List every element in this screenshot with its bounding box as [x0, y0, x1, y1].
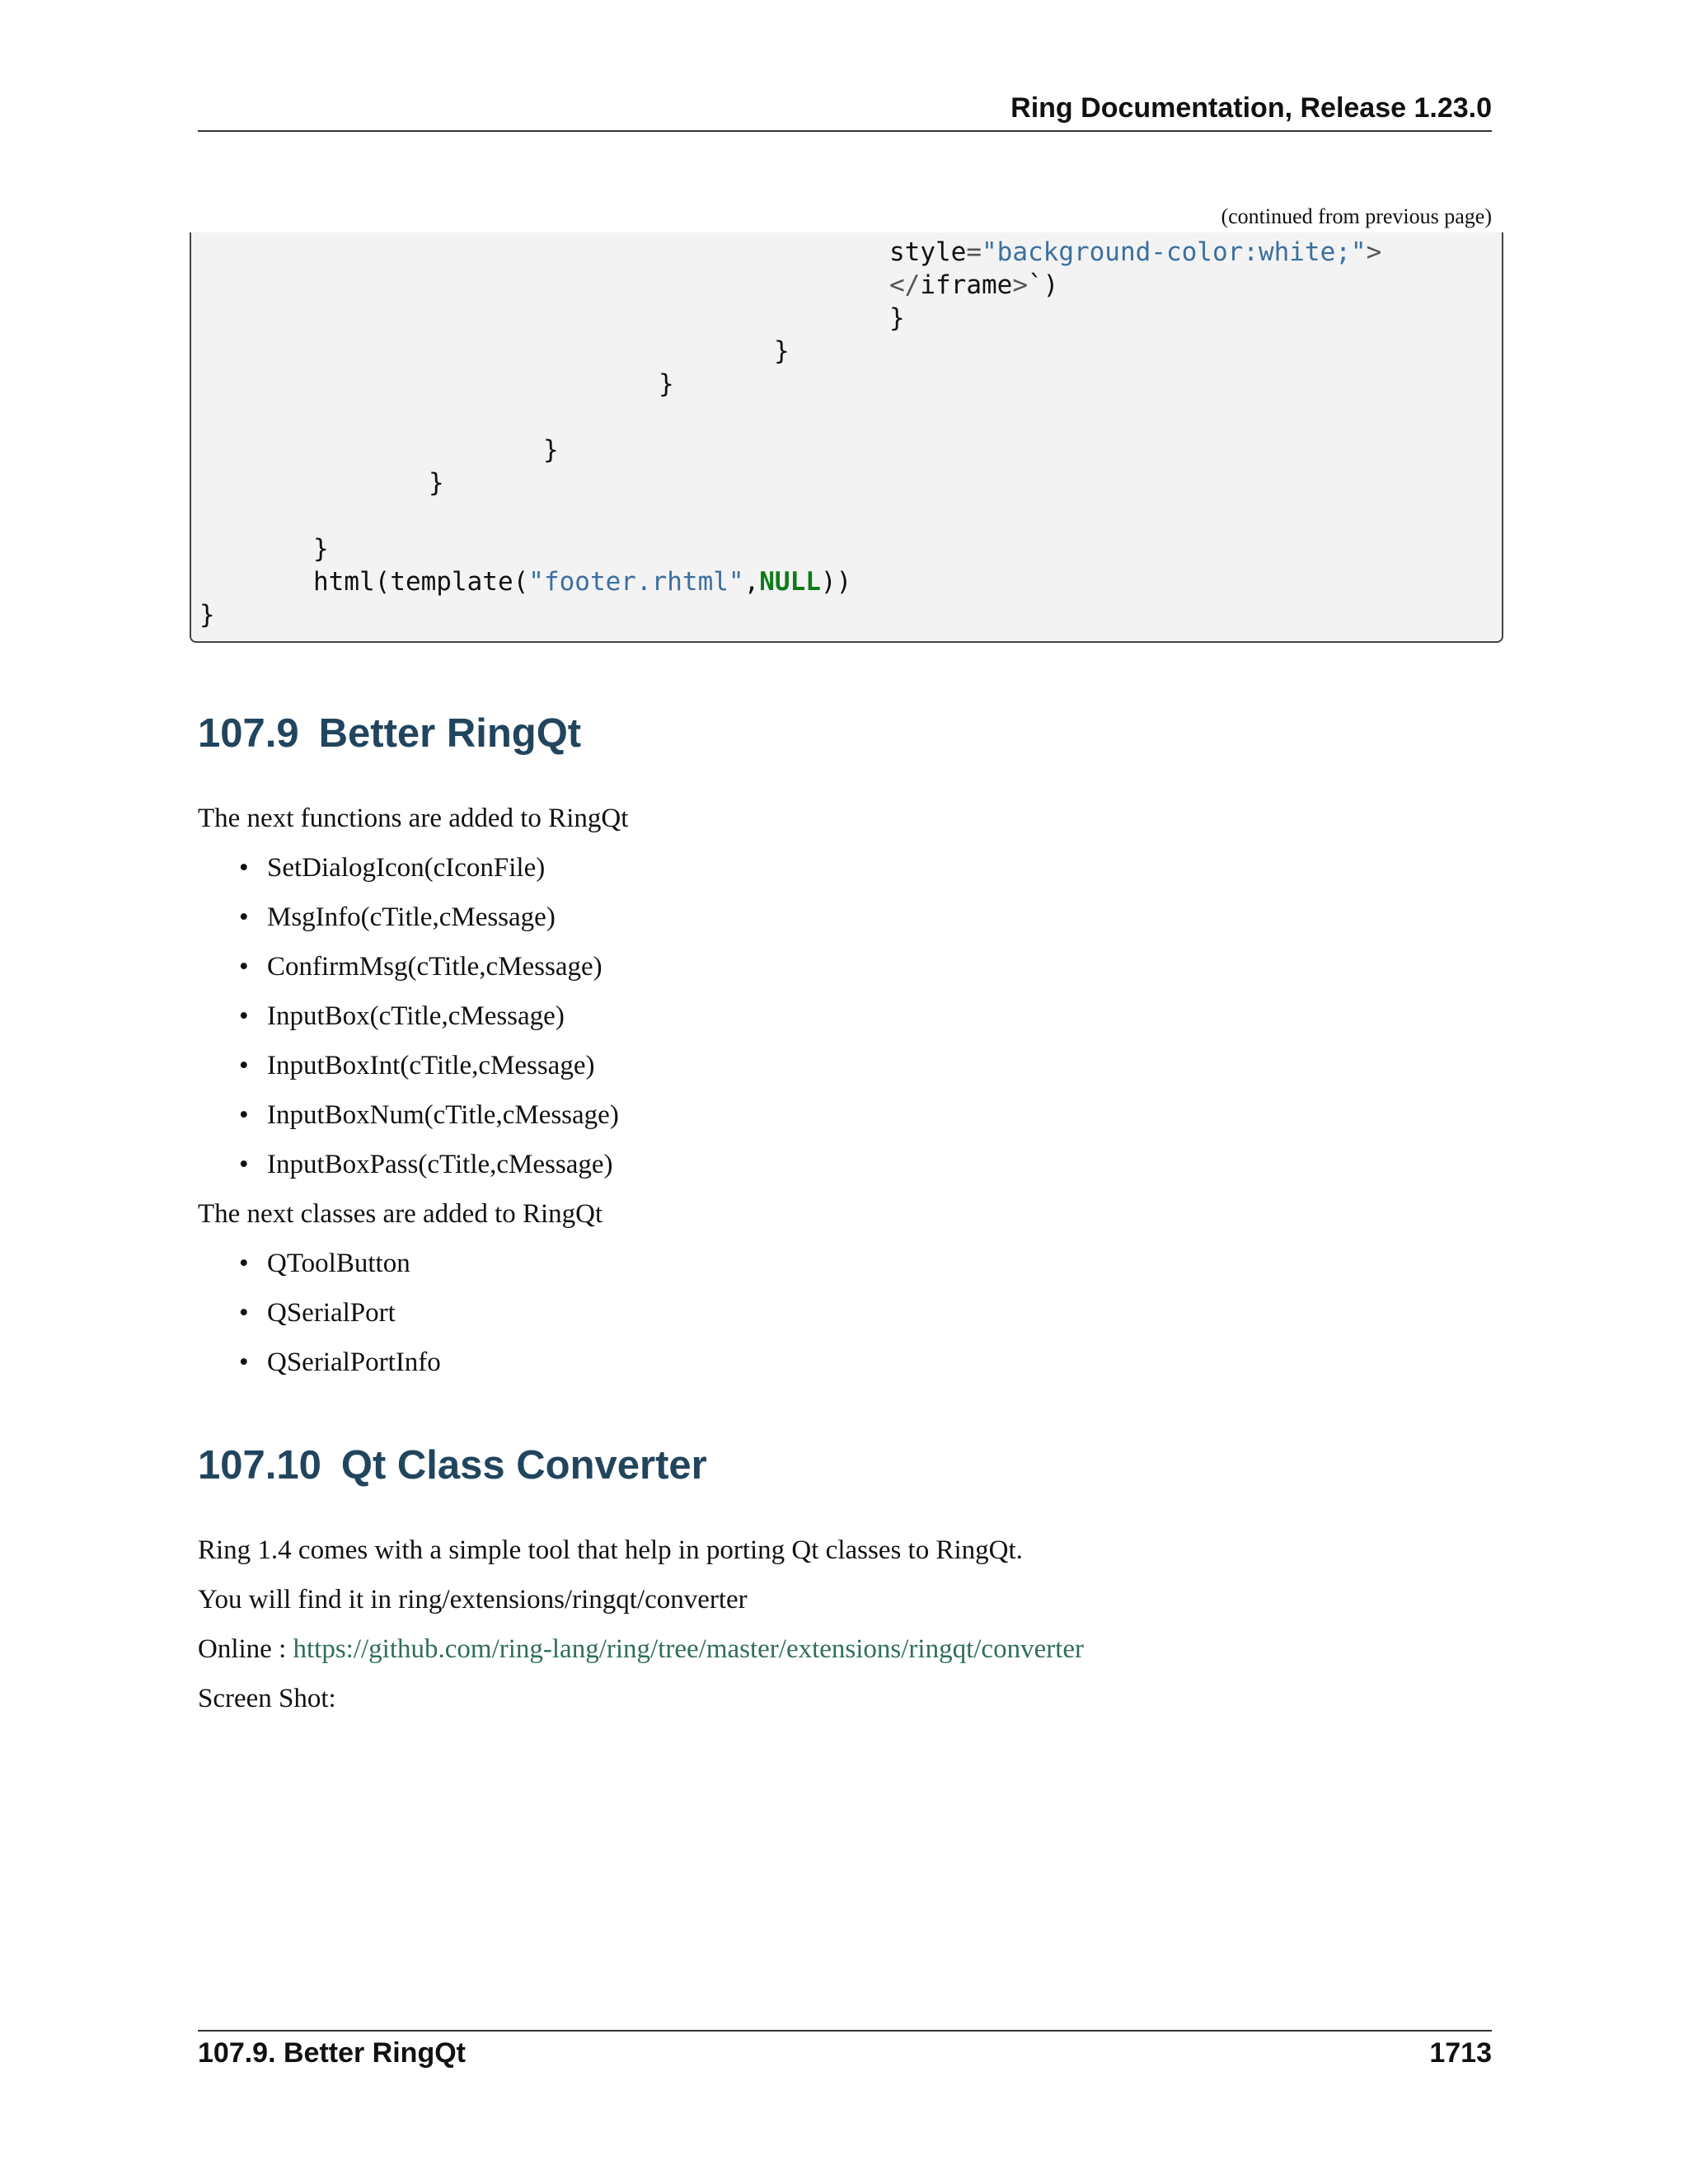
- bullet-icon: •: [239, 1001, 249, 1031]
- section-number: 107.9: [198, 711, 299, 756]
- bullet-icon: •: [239, 1298, 249, 1328]
- list-item: • SetDialogIcon(cIconFile): [239, 853, 546, 883]
- continued-note: (continued from previous page): [1221, 204, 1492, 228]
- list-item: • QSerialPort: [239, 1298, 396, 1328]
- bullet-icon: •: [239, 1249, 249, 1278]
- footer-section-title: 107.9. Better RingQt: [198, 2037, 466, 2069]
- code-line: }: [199, 600, 215, 630]
- converter-link[interactable]: https://github.com/ring-lang/ring/tree/master/extensions/ringqt/converter: [293, 1634, 1085, 1664]
- paragraph: Screen Shot:: [198, 1684, 336, 1713]
- paragraph: The next classes are added to RingQt: [198, 1199, 603, 1229]
- paragraph: The next functions are added to RingQt: [198, 804, 629, 833]
- header-divider: [198, 130, 1492, 132]
- section-heading: [198, 710, 581, 757]
- bullet-icon: •: [239, 902, 249, 932]
- code-line: }: [313, 534, 329, 564]
- bullet-icon: •: [239, 952, 249, 982]
- paragraph: Online : https://github.com/ring-lang/ring/tree/master/extensions/ringqt/converter: [198, 1634, 1085, 1664]
- paragraph: Ring 1.4 comes with a simple tool that help in porting Qt classes to RingQt.: [198, 1535, 1023, 1565]
- code-block: [190, 232, 1503, 643]
- section-title-text: Qt Class Converter: [340, 1443, 707, 1488]
- code-line: }: [543, 435, 559, 465]
- list-item: • InputBox(cTitle,cMessage): [239, 1001, 565, 1031]
- code-line: }: [889, 303, 905, 333]
- bullet-icon: •: [239, 1150, 249, 1179]
- code-line: style="background-color:white;">: [889, 237, 1382, 267]
- bullet-icon: •: [239, 853, 249, 883]
- bullet-icon: •: [239, 1347, 249, 1377]
- page-number: 1713: [1429, 2037, 1492, 2069]
- list-item: • MsgInfo(cTitle,cMessage): [239, 902, 556, 932]
- paragraph: You will find it in ring/extensions/ringqt/converter: [198, 1585, 748, 1615]
- section-title-text: Better RingQt: [318, 711, 582, 756]
- code-line: html(template("footer.rhtml",NULL)): [313, 567, 852, 597]
- code-line: }: [774, 336, 790, 366]
- list-item: • ConfirmMsg(cTitle,cMessage): [239, 952, 603, 982]
- list-item: • QSerialPortInfo: [239, 1347, 441, 1377]
- footer-divider: [198, 2030, 1492, 2032]
- code-line: }: [429, 468, 444, 498]
- section-heading: [198, 1442, 707, 1488]
- section-number: 107.10: [198, 1443, 321, 1488]
- list-item: • InputBoxNum(cTitle,cMessage): [239, 1100, 619, 1130]
- list-item: • InputBoxInt(cTitle,cMessage): [239, 1051, 595, 1080]
- bullet-icon: •: [239, 1051, 249, 1080]
- running-header-title: Ring Documentation, Release 1.23.0: [1010, 92, 1492, 124]
- code-line: }: [659, 369, 674, 399]
- code-line: </iframe>`): [889, 270, 1059, 300]
- list-item: • InputBoxPass(cTitle,cMessage): [239, 1150, 613, 1179]
- bullet-icon: •: [239, 1100, 249, 1130]
- list-item: • QToolButton: [239, 1249, 410, 1278]
